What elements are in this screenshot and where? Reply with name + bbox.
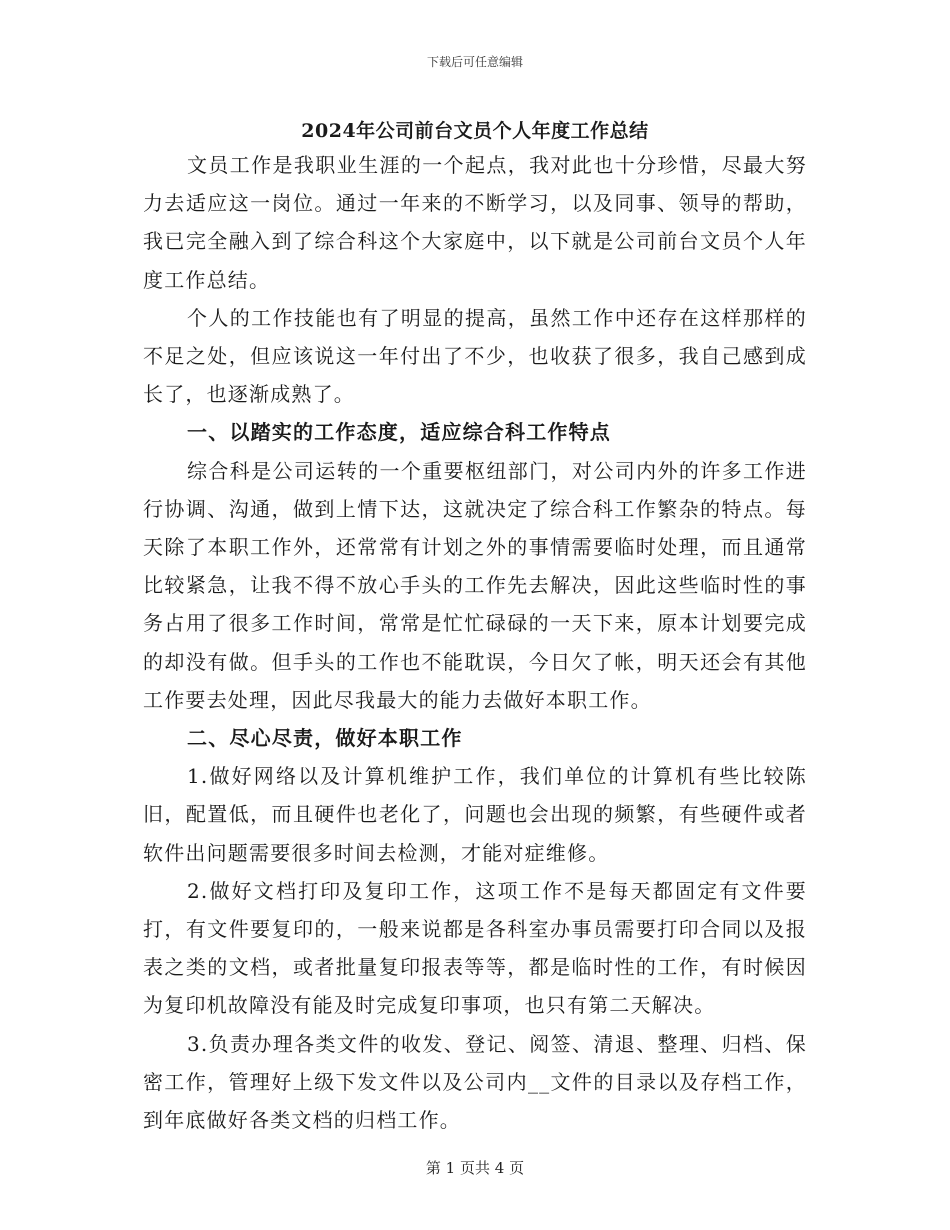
paragraph-intro: 文员工作是我职业生涯的一个起点，我对此也十分珍惜，尽最大努力去适应这一岗位。通过一年来的不断学习，以及同事、领导的帮助，我已完全融入到了综合科这个大家庭中，以下就是公司前台文员个人年度工作总结。 bbox=[143, 153, 807, 292]
list-item-2: 2.做好文档打印及复印工作，这项工作不是每天都固定有文件要打，有文件要复印的，一般来说都是各科室办事员需要打印合同以及报表之类的文档，或者批量复印报表等等，都是临时性的工作，有时候因为复印机故障没有能及时完成复印事项，也只有第二天解决。 bbox=[143, 878, 807, 1018]
paragraph-skills: 个人的工作技能也有了明显的提高，虽然工作中还存在这样那样的不足之处，但应该说这一年付出了不少，也收获了很多，我自己感到成长了，也逐渐成熟了。 bbox=[143, 305, 807, 407]
list-item-1: 1.做好网络以及计算机维护工作，我们单位的计算机有些比较陈旧，配置低，而且硬件也老化了，问题也会出现的频繁，有些硬件或者软件出问题需要很多时间去检测，才能对症维修。 bbox=[143, 764, 807, 865]
section-heading-2: 二、尽心尽责，做好本职工作 bbox=[187, 726, 463, 751]
page-footer: 第 1 页共 4 页 bbox=[425, 1159, 525, 1177]
page-header: 下载后可任意编辑 bbox=[426, 55, 523, 69]
document-title: 2024年公司前台文员个人年度工作总结 bbox=[301, 120, 649, 142]
section-heading-1: 一、以踏实的工作态度，适应综合科工作特点 bbox=[187, 420, 611, 445]
paragraph-section-1: 综合科是公司运转的一个重要枢纽部门，对公司内外的许多工作进行协调、沟通，做到上情下达，这就决定了综合科工作繁杂的特点。每天除了本职工作外，还常常有计划之外的事情需要临时处理，而且通常比较紧急，让我不得不放心手头的工作先去解决，因此这些临时性的事务占用了很多工作时间，常常是忙忙碌碌的一天下来，原本计划要完成的却没有做。但手头的工作也不能耽误，今日欠了帐，明天还会有其他工作要去处理，因此尽我最大的能力去做好本职工作。 bbox=[143, 458, 807, 712]
list-item-3: 3.负责办理各类文件的收发、登记、阅签、清退、整理、归档、保密工作，管理好上级下发文件以及公司内__文件的目录以及存档工作，到年底做好各类文档的归档工作。 bbox=[143, 1031, 807, 1133]
document-body bbox=[143, 146, 807, 1139]
